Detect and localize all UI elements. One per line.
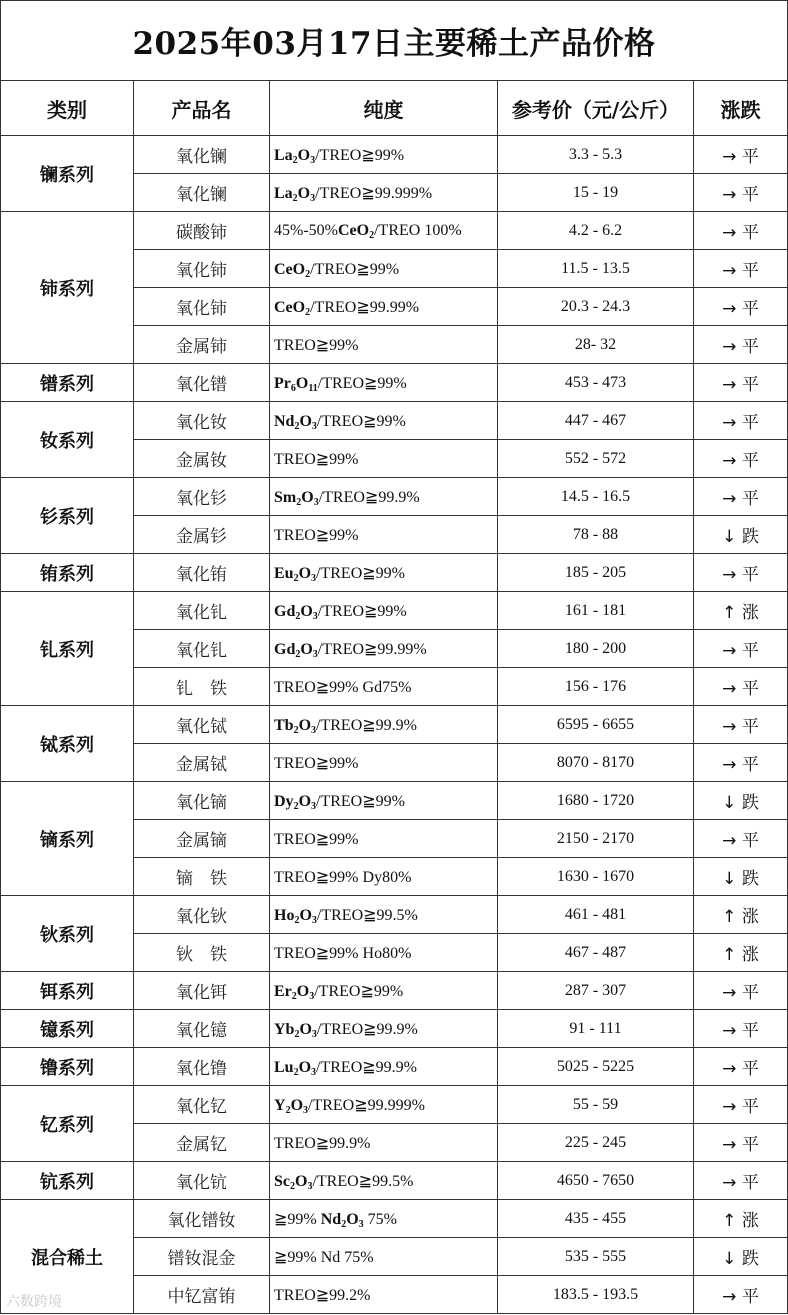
purity-cell [270, 1276, 498, 1314]
purity-subscript: 2 [292, 154, 298, 166]
purity-formula: O [298, 564, 312, 582]
trend-cell: → 平 [694, 364, 788, 402]
product-cell: 氧化铒 [134, 972, 270, 1010]
purity-text: /TREO≧99% [315, 146, 405, 164]
purity-text: TREO≧99% [274, 336, 359, 354]
purity-cell [270, 1124, 498, 1162]
purity-subscript: 2 [294, 914, 300, 926]
trend-cell: → 平 [694, 440, 788, 478]
category-cell: 混合稀土 [1, 1200, 134, 1314]
purity-text: 45%-50% [274, 221, 338, 239]
category-cell: 铈系列 [1, 212, 134, 364]
purity-subscript: 3 [311, 572, 317, 584]
purity-formula: CeO [337, 221, 370, 239]
purity-formula: O [297, 184, 311, 202]
product-cell: 氧化钕 [134, 402, 270, 440]
price-cell: 1630 - 1670 [498, 858, 694, 896]
trend-cell: → 平 [694, 174, 788, 212]
purity-text: /TREO≧99.5% [316, 906, 418, 924]
table-row [1, 1200, 788, 1238]
purity-formula: Ho [274, 906, 295, 924]
header-product: 产品名 [134, 81, 270, 136]
price-cell: 11.5 - 13.5 [498, 250, 694, 288]
trend-cell: → 平 [694, 630, 788, 668]
purity-subscript: 3 [303, 1104, 309, 1116]
trend-cell: → 平 [694, 1048, 788, 1086]
product-cell: 金属镝 [134, 820, 270, 858]
price-cell: 14.5 - 16.5 [498, 478, 694, 516]
purity-formula: Y [274, 1096, 286, 1114]
trend-cell: → 平 [694, 136, 788, 174]
product-cell: 金属铈 [134, 326, 270, 364]
purity-formula: O [299, 1020, 312, 1038]
price-cell: 91 - 111 [498, 1010, 694, 1048]
purity-subscript: 2 [293, 1066, 299, 1078]
header-price: 参考价（元/公斤） [498, 81, 694, 136]
purity-text: ≧99% [274, 1210, 321, 1228]
category-cell: 钬系列 [1, 896, 134, 972]
table-row [1, 1048, 788, 1086]
purity-subscript: 2 [295, 648, 301, 660]
trend-cell: → 平 [694, 478, 788, 516]
purity-subscript: 2 [369, 229, 375, 241]
category-cell: 铒系列 [1, 972, 134, 1010]
trend-cell: → 平 [694, 288, 788, 326]
purity-text: /TREO≧99% [316, 792, 405, 810]
purity-cell [270, 174, 498, 212]
trend-cell: → 平 [694, 554, 788, 592]
trend-cell: ↓ 跌 [694, 1238, 788, 1276]
purity-text: /TREO≧99% [316, 412, 406, 430]
category-cell: 钕系列 [1, 402, 134, 478]
purity-cell [270, 1086, 498, 1124]
table-row [1, 212, 788, 250]
price-cell: 467 - 487 [498, 934, 694, 972]
purity-formula: O [297, 146, 311, 164]
trend-cell: → 平 [694, 744, 788, 782]
trend-cell: → 平 [694, 972, 788, 1010]
purity-formula: O [295, 1172, 308, 1190]
purity-subscript: 2 [305, 306, 311, 318]
purity-cell [270, 326, 498, 364]
table-row [1, 782, 788, 820]
table-body [1, 136, 788, 1314]
purity-formula: Eu [274, 564, 294, 582]
header-row [1, 81, 788, 136]
category-cell: 镨系列 [1, 364, 134, 402]
price-cell: 183.5 - 193.5 [498, 1276, 694, 1314]
purity-formula: Dy [274, 792, 294, 810]
purity-subscript: 3 [311, 800, 317, 812]
purity-cell [270, 858, 498, 896]
table-row [1, 896, 788, 934]
table-row [1, 592, 788, 630]
purity-subscript: 3 [311, 1028, 317, 1040]
price-cell: 447 - 467 [498, 402, 694, 440]
purity-subscript: 2 [291, 990, 297, 1002]
purity-formula: O [298, 1058, 312, 1076]
purity-formula: Sm [274, 488, 297, 506]
category-cell: 镥系列 [1, 1048, 134, 1086]
purity-text: TREO≧99% [274, 526, 359, 544]
table-row [1, 364, 788, 402]
trend-cell: ↑ 涨 [694, 934, 788, 972]
price-cell: 8070 - 8170 [498, 744, 694, 782]
purity-formula: O [299, 412, 312, 430]
purity-subscript: 3 [307, 1180, 313, 1192]
product-cell: 氧化钪 [134, 1162, 270, 1200]
table-row [1, 402, 788, 440]
purity-subscript: 6 [290, 382, 296, 394]
purity-text: /TREO≧99.99% [310, 298, 420, 316]
purity-cell [270, 782, 498, 820]
purity-subscript: 3 [313, 496, 319, 508]
price-cell: 185 - 205 [498, 554, 694, 592]
purity-formula: Pr [274, 374, 291, 392]
trend-cell: ↑ 涨 [694, 896, 788, 934]
header-trend: 涨跌 [694, 81, 788, 136]
price-cell: 552 - 572 [498, 440, 694, 478]
purity-subscript: 2 [285, 1104, 291, 1116]
trend-cell: → 平 [694, 250, 788, 288]
table-row [1, 136, 788, 174]
purity-cell [270, 1162, 498, 1200]
product-cell: 氧化铈 [134, 250, 270, 288]
page-title: 2025年03月17日主要稀土产品价格 [1, 1, 788, 81]
purity-formula: Gd [274, 602, 296, 620]
trend-cell: → 平 [694, 820, 788, 858]
product-cell: 氧化镨 [134, 364, 270, 402]
purity-subscript: 3 [311, 724, 317, 736]
price-cell: 2150 - 2170 [498, 820, 694, 858]
purity-cell [270, 1238, 498, 1276]
purity-subscript: 3 [309, 990, 315, 1002]
product-cell: 镝 铁 [134, 858, 270, 896]
category-cell: 镝系列 [1, 782, 134, 896]
trend-cell: → 平 [694, 1124, 788, 1162]
purity-text: TREO≧99% [274, 830, 359, 848]
price-cell: 6595 - 6655 [498, 706, 694, 744]
purity-formula: Lu [274, 1058, 294, 1076]
header-purity: 纯度 [270, 81, 498, 136]
purity-text: /TREO≧99.999% [308, 1096, 425, 1114]
purity-text: /TREO≧99% [314, 982, 404, 1000]
purity-subscript: 2 [341, 1218, 347, 1230]
purity-formula: O [290, 1096, 304, 1114]
purity-cell [270, 516, 498, 554]
price-cell: 5025 - 5225 [498, 1048, 694, 1086]
trend-cell: ↑ 涨 [694, 592, 788, 630]
trend-cell: ↓ 跌 [694, 858, 788, 896]
purity-formula: Nd [320, 1210, 342, 1228]
product-cell: 氧化铈 [134, 288, 270, 326]
purity-cell [270, 934, 498, 972]
purity-text: ≧99% Nd 75% [274, 1248, 374, 1266]
product-cell: 氧化铽 [134, 706, 270, 744]
table-row [1, 972, 788, 1010]
purity-cell [270, 668, 498, 706]
purity-cell [270, 478, 498, 516]
purity-subscript: 3 [358, 1218, 364, 1230]
purity-text: TREO≧99% [274, 754, 359, 772]
price-cell: 20.3 - 24.3 [498, 288, 694, 326]
price-cell: 4650 - 7650 [498, 1162, 694, 1200]
product-cell: 氧化钐 [134, 478, 270, 516]
purity-formula: O [295, 374, 309, 392]
price-cell: 1680 - 1720 [498, 782, 694, 820]
trend-cell: → 平 [694, 668, 788, 706]
purity-subscript: 2 [305, 268, 311, 280]
table-row [1, 1086, 788, 1124]
purity-cell [270, 896, 498, 934]
trend-cell: → 平 [694, 706, 788, 744]
trend-cell: → 平 [694, 1162, 788, 1200]
category-cell: 铽系列 [1, 706, 134, 782]
category-cell: 镱系列 [1, 1010, 134, 1048]
purity-cell [270, 250, 498, 288]
table-row [1, 478, 788, 516]
product-cell: 中钇富铕 [134, 1276, 270, 1314]
purity-subscript: 2 [293, 572, 299, 584]
purity-subscript: 2 [294, 420, 300, 432]
purity-formula: La [274, 146, 293, 164]
product-cell: 氧化铕 [134, 554, 270, 592]
price-cell: 161 - 181 [498, 592, 694, 630]
product-cell: 氧化钇 [134, 1086, 270, 1124]
price-cell: 4.2 - 6.2 [498, 212, 694, 250]
product-cell: 镨钕混金 [134, 1238, 270, 1276]
price-cell: 55 - 59 [498, 1086, 694, 1124]
purity-formula: O [300, 640, 313, 658]
purity-text: /TREO≧99% [317, 374, 407, 392]
purity-subscript: 2 [294, 1028, 300, 1040]
price-cell: 28- 32 [498, 326, 694, 364]
purity-text: TREO≧99.9% [274, 1134, 371, 1152]
purity-formula: Gd [274, 640, 296, 658]
purity-formula: O [298, 792, 312, 810]
purity-formula: Sc [274, 1172, 290, 1190]
table-row [1, 1162, 788, 1200]
purity-subscript: 3 [310, 192, 316, 204]
purity-subscript: 3 [311, 914, 317, 926]
purity-formula: O [299, 906, 312, 924]
category-cell: 铕系列 [1, 554, 134, 592]
purity-text: /TREO 100% [374, 221, 462, 239]
product-cell: 金属钇 [134, 1124, 270, 1162]
table-row [1, 554, 788, 592]
purity-cell [270, 744, 498, 782]
product-cell: 氧化钆 [134, 592, 270, 630]
purity-subscript: 2 [296, 496, 302, 508]
purity-text: /TREO≧99.99% [317, 640, 427, 658]
purity-subscript: 11 [308, 382, 318, 394]
trend-cell: → 平 [694, 326, 788, 364]
trend-cell: → 平 [694, 1010, 788, 1048]
product-cell: 氧化镨钕 [134, 1200, 270, 1238]
purity-cell [270, 212, 498, 250]
product-cell: 钆 铁 [134, 668, 270, 706]
purity-text: 75% [363, 1210, 397, 1228]
purity-subscript: 2 [292, 192, 298, 204]
price-cell: 435 - 455 [498, 1200, 694, 1238]
product-cell: 氧化钬 [134, 896, 270, 934]
purity-subscript: 3 [312, 610, 318, 622]
purity-text: /TREO≧99.9% [316, 1058, 417, 1076]
product-cell: 氧化镝 [134, 782, 270, 820]
product-cell: 氧化镧 [134, 136, 270, 174]
watermark: 六数跨境 [6, 1294, 62, 1310]
trend-cell: → 平 [694, 212, 788, 250]
category-cell: 镧系列 [1, 136, 134, 212]
trend-cell: ↓ 跌 [694, 782, 788, 820]
product-cell: 钬 铁 [134, 934, 270, 972]
product-cell: 氧化镧 [134, 174, 270, 212]
purity-subscript: 2 [293, 724, 299, 736]
table-row [1, 1010, 788, 1048]
purity-formula: Tb [274, 716, 294, 734]
category-cell: 钐系列 [1, 478, 134, 554]
purity-subscript: 2 [295, 610, 301, 622]
purity-cell [270, 440, 498, 478]
purity-text: TREO≧99% Gd75% [274, 678, 412, 696]
purity-cell [270, 1048, 498, 1086]
trend-cell: → 平 [694, 1086, 788, 1124]
purity-formula: CeO [274, 260, 306, 278]
purity-text: TREO≧99% Dy80% [274, 868, 412, 886]
purity-text: /TREO≧99.9% [316, 1020, 418, 1038]
purity-cell [270, 630, 498, 668]
price-cell: 3.3 - 5.3 [498, 136, 694, 174]
purity-text: /TREO≧99.999% [315, 184, 433, 202]
trend-cell: → 平 [694, 1276, 788, 1314]
product-cell: 氧化镥 [134, 1048, 270, 1086]
purity-cell [270, 136, 498, 174]
purity-text: /TREO≧99% [317, 602, 407, 620]
purity-subscript: 2 [293, 800, 299, 812]
price-cell: 461 - 481 [498, 896, 694, 934]
product-cell: 碳酸铈 [134, 212, 270, 250]
purity-cell [270, 592, 498, 630]
purity-text: /TREO≧99% [310, 260, 400, 278]
purity-cell [270, 820, 498, 858]
category-cell: 钆系列 [1, 592, 134, 706]
purity-cell [270, 706, 498, 744]
purity-formula: O [298, 716, 312, 734]
price-cell: 535 - 555 [498, 1238, 694, 1276]
purity-text: /TREO≧99% [316, 564, 405, 582]
purity-cell [270, 288, 498, 326]
product-cell: 金属钐 [134, 516, 270, 554]
purity-formula: Yb [274, 1020, 295, 1038]
purity-subscript: 3 [311, 420, 317, 432]
price-cell: 453 - 473 [498, 364, 694, 402]
purity-formula: Nd [274, 412, 295, 430]
purity-formula: La [274, 184, 293, 202]
category-cell: 钇系列 [1, 1086, 134, 1162]
price-cell: 156 - 176 [498, 668, 694, 706]
purity-text: /TREO≧99.9% [316, 716, 417, 734]
price-cell: 180 - 200 [498, 630, 694, 668]
purity-subscript: 3 [310, 154, 316, 166]
purity-cell [270, 402, 498, 440]
purity-text: TREO≧99% Ho80% [274, 944, 412, 962]
trend-cell: → 平 [694, 402, 788, 440]
purity-subscript: 3 [311, 1066, 317, 1078]
purity-cell [270, 554, 498, 592]
purity-cell [270, 1200, 498, 1238]
purity-text: TREO≧99.2% [274, 1286, 371, 1304]
trend-cell: ↓ 跌 [694, 516, 788, 554]
table-row [1, 706, 788, 744]
product-cell: 金属钕 [134, 440, 270, 478]
price-cell: 225 - 245 [498, 1124, 694, 1162]
product-cell: 氧化镱 [134, 1010, 270, 1048]
purity-text: /TREO≧99.9% [318, 488, 420, 506]
purity-cell [270, 1010, 498, 1048]
purity-formula: O [296, 982, 310, 1000]
price-cell: 287 - 307 [498, 972, 694, 1010]
purity-cell [270, 972, 498, 1010]
price-cell: 15 - 19 [498, 174, 694, 212]
purity-formula: Er [274, 982, 292, 1000]
price-cell: 78 - 88 [498, 516, 694, 554]
purity-subscript: 2 [290, 1180, 295, 1192]
purity-formula: O [301, 488, 314, 506]
header-category: 类别 [1, 81, 134, 136]
purity-formula: O [346, 1210, 359, 1228]
purity-formula: O [300, 602, 313, 620]
product-cell: 氧化钆 [134, 630, 270, 668]
purity-text: /TREO≧99.5% [312, 1172, 414, 1190]
purity-formula: CeO [274, 298, 306, 316]
product-cell: 金属铽 [134, 744, 270, 782]
category-cell: 钪系列 [1, 1162, 134, 1200]
purity-cell [270, 364, 498, 402]
trend-cell: ↑ 涨 [694, 1200, 788, 1238]
purity-text: TREO≧99% [274, 450, 359, 468]
purity-subscript: 3 [312, 648, 318, 660]
